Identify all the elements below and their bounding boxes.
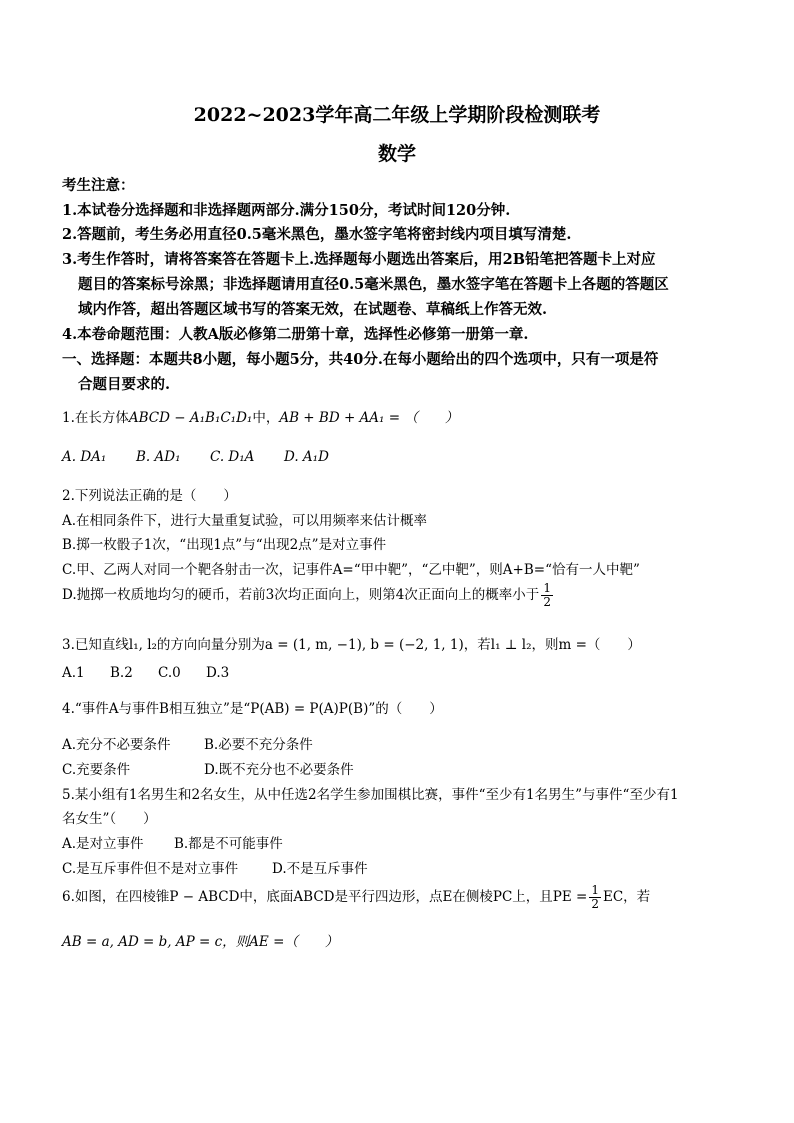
q3-option-c: C.0 — [158, 665, 181, 681]
q1-option-d: D. A₁D — [284, 449, 329, 465]
q2-option-c: C.甲、乙两人对同一个靶各射击一次，记事件A=“甲中靶”，“乙中靶”，则A+B=“恰有一人中靶” — [62, 562, 640, 578]
q5-option-c: C.是互斥事件但不是对立事件 — [62, 861, 239, 877]
question-6-stem — [62, 884, 650, 911]
q1-option-c: C. D₁A — [210, 449, 255, 465]
exam-title: 2022~2023学年高二年级上学期阶段检测联考 — [193, 104, 601, 126]
question-5-options-row2 — [62, 857, 368, 877]
q6-fraction — [589, 884, 601, 911]
q4-option-a: A.充分不必要条件 — [62, 737, 171, 753]
notice-item-3: 3.考生作答时，请将答案答在答题卡上.选择题每小题选出答案后，用2B铅笔把答题卡上对应 — [62, 251, 656, 268]
section-heading-cont: 合题目要求的. — [78, 376, 171, 393]
question-2-stem: 2.下列说法正确的是（ ） — [62, 488, 237, 504]
q1-stem-b: 中， — [252, 410, 280, 426]
q1-expression: AB + BD + AA₁ = （ ） — [279, 410, 459, 426]
question-4-options-row2 — [62, 758, 354, 778]
q6-stem-a: 6.如图，在四棱锥P − ABCD中，底面ABCD是平行四边形，点E在侧棱PC上，且PE = — [62, 889, 588, 905]
q4-option-c: C.充要条件 — [62, 762, 131, 778]
notice-item-3-cont: 题目的答案标号涂黑；非选择题请用直径0.5毫米黑色，墨水签字笔在答题卡上各题的答题区 — [78, 276, 669, 293]
q6-fraction-den: 2 — [591, 897, 599, 911]
question-1-options — [62, 449, 329, 465]
notice-item-4: 4.本卷命题范围：人教A版必修第二册第十章，选择性必修第一册第一章. — [62, 326, 529, 343]
question-3-options — [62, 665, 229, 681]
q5-option-b: B.都是不可能事件 — [174, 836, 283, 852]
q1-solid: ABCD − A₁B₁C₁D₁ — [128, 410, 253, 426]
q4-option-d: D.既不充分也不必要条件 — [204, 762, 354, 778]
notice-item-2: 2.答题前，考生务必用直径0.5毫米黑色，墨水签字笔将密封线内项目填写清楚. — [62, 226, 572, 243]
q6-fraction-num: 1 — [591, 883, 599, 897]
q6-stem-b: EC，若 — [602, 889, 651, 905]
q2-fraction — [541, 582, 553, 609]
q1-option-b: B. AD₁ — [136, 449, 181, 465]
q2-option-a: A.在相同条件下，进行大量重复试验，可以用频率来估计概率 — [62, 513, 428, 529]
question-4-options-row1 — [62, 733, 313, 753]
question-4-stem: 4.“事件A与事件B相互独立”是“P(AB) = P(A)P(B)”的（ ） — [62, 701, 443, 717]
question-1-stem — [62, 406, 458, 426]
notice-item-3-cont2: 域内作答，超出答题区域书写的答案无效，在试题卷、草稿纸上作答无效. — [78, 301, 548, 318]
q2-option-d-text: D.抛掷一枚质地均匀的硬币，若前3次均正面向上，则第4次正面向上的概率小于 — [62, 587, 540, 603]
q2-fraction-num: 1 — [543, 581, 551, 595]
q2-fraction-den: 2 — [543, 595, 551, 609]
question-3-stem: 3.已知直线l₁, l₂的方向向量分别为a = (1, m, −1), b = (−2, 1, 1)，若l₁ ⊥ l₂，则m =（ ） — [62, 637, 641, 653]
q1-stem-a: 1.在长方体 — [62, 410, 129, 426]
question-6-stem-cont: AB = a, AD = b, AP = c，则AE =（ ） — [62, 934, 339, 950]
section-heading: 一、选择题：本题共8小题，每小题5分，共40分.在每小题给出的四个选项中，只有一项是符 — [62, 351, 659, 368]
notice-heading: 考生注意： — [62, 177, 135, 194]
q4-option-b: B.必要不充分条件 — [204, 737, 313, 753]
q2-option-b: B.掷一枚骰子1次，“出现1点”与“出现2点”是对立事件 — [62, 537, 387, 553]
q1-option-a: A. DA₁ — [62, 449, 107, 465]
question-5-stem: 5.某小组有1名男生和2名女生，从中任选2名学生参加围棋比赛，事件“至少有1名男生”与事件“至少有1 — [62, 787, 679, 803]
q5-option-d: D.不是互斥事件 — [272, 861, 368, 877]
question-5-options-row1 — [62, 832, 283, 852]
q2-option-d — [62, 582, 555, 609]
q3-option-d: D.3 — [206, 665, 230, 681]
q3-option-b: B.2 — [110, 665, 133, 681]
q3-option-a: A.1 — [62, 665, 85, 681]
subject-title: 数学 — [377, 143, 416, 165]
question-5-stem-cont: 名女生”（ ） — [62, 811, 157, 827]
notice-item-1: 1.本试卷分选择题和非选择题两部分.满分150分，考试时间120分钟. — [62, 202, 511, 219]
q5-option-a: A.是对立事件 — [62, 836, 144, 852]
